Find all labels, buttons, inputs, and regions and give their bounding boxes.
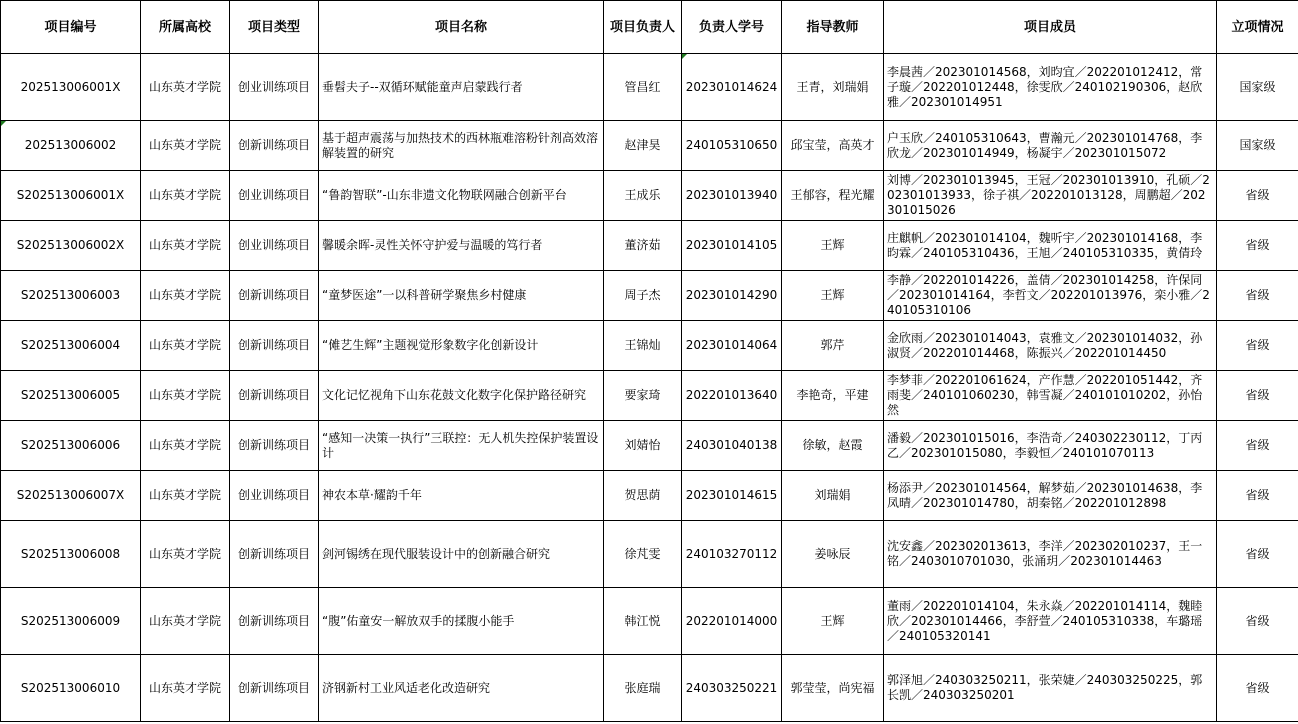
cell-leader[interactable]: 周子杰 <box>604 271 682 321</box>
cell-level[interactable]: 省级 <box>1217 221 1298 271</box>
header-cell[interactable]: 指导教师 <box>782 1 884 54</box>
cell-level[interactable]: 省级 <box>1217 521 1298 588</box>
cell-level[interactable]: 省级 <box>1217 588 1298 655</box>
cell-members[interactable]: 李晨茜／202301014568，刘昀宜／202201012412，常子璇／202201012448，徐雯欣／240102190306，赵欣雅／202301014951 <box>884 54 1217 121</box>
cell-name[interactable]: “腹”佑童安一解放双手的揉腹小能手 <box>319 588 604 655</box>
cell-level[interactable]: 省级 <box>1217 171 1298 221</box>
cell-type[interactable]: 创新训练项目 <box>230 121 319 171</box>
header-cell[interactable]: 项目成员 <box>884 1 1217 54</box>
cell-members[interactable]: 刘博／202301013945，王冠／202301013910，孔硕／202301013933，徐子祺／202201013128，周鹏超／202301015026 <box>884 171 1217 221</box>
cell-leader-id[interactable]: 202301014624 <box>682 54 782 121</box>
cell-id[interactable]: S202513006004 <box>1 321 141 371</box>
cell-level[interactable]: 省级 <box>1217 371 1298 421</box>
cell-advisor[interactable]: 王辉 <box>782 271 884 321</box>
table-row <box>1 521 1298 588</box>
table-row <box>1 171 1298 221</box>
cell-leader-id[interactable]: 240301040138 <box>682 421 782 471</box>
cell-type[interactable]: 创新训练项目 <box>230 588 319 655</box>
cell-leader[interactable]: 贺思荫 <box>604 471 682 521</box>
cell-id[interactable]: S202513006007X <box>1 471 141 521</box>
header-cell[interactable]: 项目名称 <box>319 1 604 54</box>
cell-level[interactable]: 省级 <box>1217 321 1298 371</box>
table-row <box>1 121 1298 171</box>
cell-school[interactable]: 山东英才学院 <box>141 371 230 421</box>
cell-name[interactable]: “鲁韵智联”-山东非遗文化物联网融合创新平台 <box>319 171 604 221</box>
cell-advisor[interactable]: 郭莹莹，尚宪福 <box>782 655 884 722</box>
cell-advisor[interactable]: 徐敏，赵霞 <box>782 421 884 471</box>
cell-school[interactable]: 山东英才学院 <box>141 271 230 321</box>
cell-type[interactable]: 创新训练项目 <box>230 655 319 722</box>
cell-leader[interactable]: 徐芃雯 <box>604 521 682 588</box>
cell-name[interactable]: 剑河锡绣在现代服装设计中的创新融合研究 <box>319 521 604 588</box>
cell-members[interactable]: 李静／202201014226，盖倩／202301014258，许保同／202301014164，李哲文／202201013976，栾小雅／240105310106 <box>884 271 1217 321</box>
cell-id[interactable]: 202513006002 <box>1 121 141 171</box>
header-cell[interactable]: 立项情况 <box>1217 1 1298 54</box>
cell-advisor[interactable]: 刘瑞娟 <box>782 471 884 521</box>
header-row <box>1 1 1298 54</box>
cell-name[interactable]: 神农本草·耀韵千年 <box>319 471 604 521</box>
table-row <box>1 321 1298 371</box>
cell-name[interactable]: 基于超声震荡与加热技术的西林瓶难溶粉针剂高效溶解装置的研究 <box>319 121 604 171</box>
cell-members[interactable]: 杨添尹／202301014564，解梦茹／202301014638，李凤晴／202301014780，胡秦铭／202201012898 <box>884 471 1217 521</box>
cell-school[interactable]: 山东英才学院 <box>141 121 230 171</box>
cell-id[interactable]: S202513006003 <box>1 271 141 321</box>
cell-school[interactable]: 山东英才学院 <box>141 588 230 655</box>
cell-leader[interactable]: 刘婧怡 <box>604 421 682 471</box>
cell-type[interactable]: 创业训练项目 <box>230 171 319 221</box>
cell-level[interactable]: 国家级 <box>1217 54 1298 121</box>
cell-id[interactable]: S202513006008 <box>1 521 141 588</box>
cell-name[interactable]: 馨暖余晖-灵性关怀守护爱与温暖的笃行者 <box>319 221 604 271</box>
cell-leader-id[interactable]: 202301014064 <box>682 321 782 371</box>
table-row <box>1 271 1298 321</box>
cell-leader-id[interactable]: 240105310650 <box>682 121 782 171</box>
header-cell[interactable]: 负责人学号 <box>682 1 782 54</box>
cell-name[interactable]: “傩艺生辉”主题视觉形象数字化创新设计 <box>319 321 604 371</box>
cell-type[interactable]: 创新训练项目 <box>230 421 319 471</box>
table-row <box>1 54 1298 121</box>
cell-school[interactable]: 山东英才学院 <box>141 655 230 722</box>
cell-school[interactable]: 山东英才学院 <box>141 421 230 471</box>
cell-type[interactable]: 创新训练项目 <box>230 521 319 588</box>
cell-id[interactable]: 202513006001X <box>1 54 141 121</box>
cell-level[interactable]: 国家级 <box>1217 121 1298 171</box>
cell-level[interactable]: 省级 <box>1217 271 1298 321</box>
cell-type[interactable]: 创业训练项目 <box>230 54 319 121</box>
cell-advisor[interactable]: 王辉 <box>782 588 884 655</box>
cell-id[interactable]: S202513006006 <box>1 421 141 471</box>
cell-school[interactable]: 山东英才学院 <box>141 321 230 371</box>
cell-advisor[interactable]: 王青，刘瑞娟 <box>782 54 884 121</box>
cell-leader-id[interactable]: 240103270112 <box>682 521 782 588</box>
cell-name[interactable]: “童梦医途”一以科普研学聚焦乡村健康 <box>319 271 604 321</box>
cell-members[interactable]: 金欣雨／202301014043，袁雅文／202301014032，孙淑贤／202201014468，陈振兴／202201014450 <box>884 321 1217 371</box>
cell-advisor[interactable]: 王辉 <box>782 221 884 271</box>
table-row <box>1 655 1298 722</box>
header-cell[interactable]: 项目编号 <box>1 1 141 54</box>
cell-advisor[interactable]: 王郁容，程光耀 <box>782 171 884 221</box>
cell-leader[interactable]: 韩江悦 <box>604 588 682 655</box>
cell-leader-id[interactable]: 202201014000 <box>682 588 782 655</box>
cell-members[interactable]: 董雨／202201014104，朱永焱／202201014114，魏睦欣／202301014466，李舒萱／240105310338，车璐瑶／240105320141 <box>884 588 1217 655</box>
table-row <box>1 471 1298 521</box>
cell-advisor[interactable]: 郭芹 <box>782 321 884 371</box>
cell-advisor[interactable]: 李艳奇，平建 <box>782 371 884 421</box>
cell-level[interactable]: 省级 <box>1217 655 1298 722</box>
cell-leader[interactable]: 要家琦 <box>604 371 682 421</box>
cell-type[interactable]: 创业训练项目 <box>230 471 319 521</box>
header-cell[interactable]: 所属高校 <box>141 1 230 54</box>
cell-name[interactable]: 济钢新村工业风适老化改造研究 <box>319 655 604 722</box>
cell-school[interactable]: 山东英才学院 <box>141 171 230 221</box>
cell-leader-id[interactable]: 202301014615 <box>682 471 782 521</box>
cell-school[interactable]: 山东英才学院 <box>141 54 230 121</box>
cell-leader[interactable]: 管昌红 <box>604 54 682 121</box>
cell-name[interactable]: 文化记忆视角下山东花鼓文化数字化保护路径研究 <box>319 371 604 421</box>
cell-leader[interactable]: 董济茹 <box>604 221 682 271</box>
cell-leader-id[interactable]: 202301014290 <box>682 271 782 321</box>
cell-members[interactable]: 户玉欣／240105310643，曹瀚元／202301014768，李欣龙／202301014949，杨凝宇／202301015072 <box>884 121 1217 171</box>
cell-level[interactable]: 省级 <box>1217 471 1298 521</box>
cell-leader[interactable]: 王成乐 <box>604 171 682 221</box>
cell-members[interactable]: 沈安鑫／202302013613，李洋／202302010237，王一铭／2403010701030，张涌玥／202301014463 <box>884 521 1217 588</box>
cell-level[interactable]: 省级 <box>1217 421 1298 471</box>
cell-id[interactable]: S202513006005 <box>1 371 141 421</box>
table-row <box>1 221 1298 271</box>
cell-leader-id[interactable]: 202301013940 <box>682 171 782 221</box>
cell-school[interactable]: 山东英才学院 <box>141 471 230 521</box>
cell-leader-id[interactable]: 202301014105 <box>682 221 782 271</box>
cell-leader-id[interactable]: 202201013640 <box>682 371 782 421</box>
cell-advisor[interactable]: 姜咏辰 <box>782 521 884 588</box>
cell-school[interactable]: 山东英才学院 <box>141 521 230 588</box>
cell-leader[interactable]: 张庭瑞 <box>604 655 682 722</box>
cell-name[interactable]: 垂髫夫子--双循环赋能童声启蒙践行者 <box>319 54 604 121</box>
cell-members[interactable]: 李梦菲／202201061624，产作慧／202201051442，齐雨斐／240101060230，韩雪凝／240101010202，孙怡然 <box>884 371 1217 421</box>
cell-type[interactable]: 创业训练项目 <box>230 221 319 271</box>
cell-id[interactable]: S202513006002X <box>1 221 141 271</box>
cell-members[interactable]: 潘毅／202301015016，李浩奇／240302230112，丁丙乙／202301015080，李毅恒／240101070113 <box>884 421 1217 471</box>
cell-id[interactable]: S202513006001X <box>1 171 141 221</box>
cell-id[interactable]: S202513006009 <box>1 588 141 655</box>
cell-leader-id[interactable]: 240303250221 <box>682 655 782 722</box>
cell-members[interactable]: 庄麒帆／202301014104，魏听宇／202301014168，李昀霖／240105310436，王旭／240105310335，黄倩玲 <box>884 221 1217 271</box>
table-row <box>1 421 1298 471</box>
header-cell[interactable]: 项目类型 <box>230 1 319 54</box>
table-row <box>1 371 1298 421</box>
cell-type[interactable]: 创新训练项目 <box>230 321 319 371</box>
cell-advisor[interactable]: 邱宝莹，高英才 <box>782 121 884 171</box>
cell-school[interactable]: 山东英才学院 <box>141 221 230 271</box>
cell-name[interactable]: “感知一决策一执行”三联控：无人机失控保护装置设计 <box>319 421 604 471</box>
cell-type[interactable]: 创新训练项目 <box>230 271 319 321</box>
cell-members[interactable]: 郭泽旭／240303250211，张荣婕／240303250225，郭长凯／240303250201 <box>884 655 1217 722</box>
header-cell[interactable]: 项目负责人 <box>604 1 682 54</box>
cell-leader[interactable]: 赵津昊 <box>604 121 682 171</box>
cell-type[interactable]: 创新训练项目 <box>230 371 319 421</box>
cell-id[interactable]: S202513006010 <box>1 655 141 722</box>
cell-leader[interactable]: 王锦灿 <box>604 321 682 371</box>
table-row <box>1 588 1298 655</box>
